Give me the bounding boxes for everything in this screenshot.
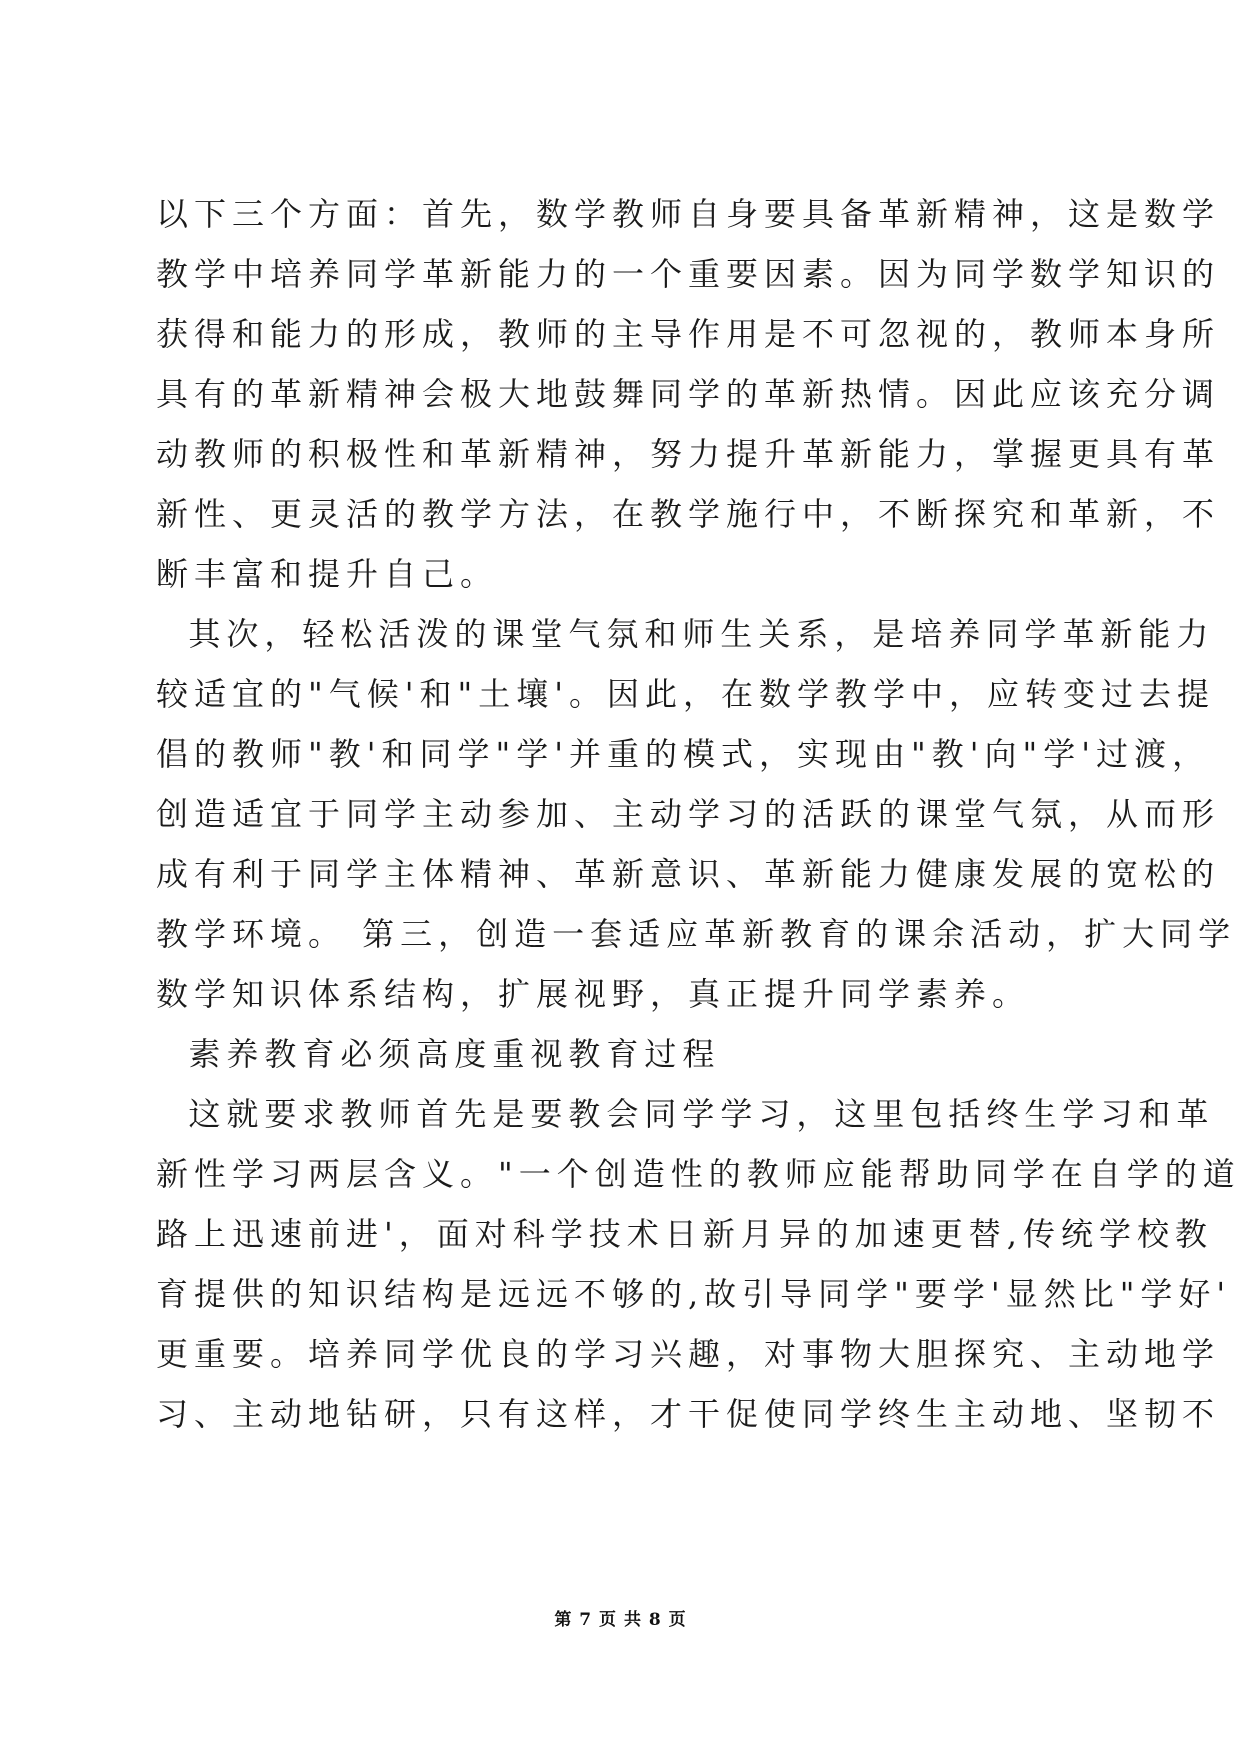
text-line: 以下三个方面：首先，数学教师自身要具备革新精神，这是数学: [156, 195, 1221, 233]
text-line: 倡的教师"教'和同学"学'并重的模式，实现由"教'向"学'过渡，: [156, 735, 1211, 773]
text-line: 习、主动地钻研，只有这样，才干促使同学终生主动地、坚韧不: [156, 1395, 1221, 1433]
page-number: 第 7 页 共 8 页: [554, 1610, 687, 1630]
text-line: 动教师的积极性和革新精神，努力提升革新能力，掌握更具有革: [156, 435, 1221, 473]
text-line: 这就要求教师首先是要教会同学学习，这里包括终生学习和革: [156, 1095, 1215, 1133]
text-line: 教学环境。 第三，创造一套适应革新教育的课余活动，扩大同学: [156, 915, 1237, 953]
text-line: 成有利于同学主体精神、革新意识、革新能力健康发展的宽松的: [156, 855, 1221, 893]
body-text: [156, 184, 1241, 1444]
text-line: 具有的革新精神会极大地鼓舞同学的革新热情。因此应该充分调: [156, 375, 1221, 413]
text-line: 教学中培养同学革新能力的一个重要因素。因为同学数学知识的: [156, 255, 1221, 293]
text-line: 获得和能力的形成，教师的主导作用是不可忽视的，教师本身所: [156, 315, 1221, 353]
text-line: 更重要。培养同学优良的学习兴趣，对事物大胆探究、主动地学: [156, 1335, 1221, 1373]
text-line: 路上迅速前进'，面对科学技术日新月异的加速更替,传统学校教: [156, 1215, 1213, 1253]
text-line: 断丰富和提升自己。: [156, 555, 499, 593]
text-line: 育提供的知识结构是远远不够的,故引导同学"要学'显然比"学好': [156, 1275, 1232, 1313]
text-line: 新性、更灵活的教学方法，在教学施行中，不断探究和革新，不: [156, 495, 1221, 533]
text-line: 创造适宜于同学主动参加、主动学习的活跃的课堂气氛，从而形: [156, 795, 1221, 833]
text-line: 较适宜的"气候'和"土壤'。因此，在数学教学中，应转变过去提: [156, 675, 1216, 713]
text-line: 其次，轻松活泼的课堂气氛和师生关系，是培养同学革新能力: [156, 615, 1215, 653]
section-heading: 素养教育必须高度重视教育过程: [156, 1035, 721, 1073]
text-line: 数学知识体系结构，扩展视野，真正提升同学素养。: [156, 975, 1031, 1013]
text-line: 新性学习两层含义。"一个创造性的教师应能帮助同学在自学的道: [156, 1155, 1241, 1193]
